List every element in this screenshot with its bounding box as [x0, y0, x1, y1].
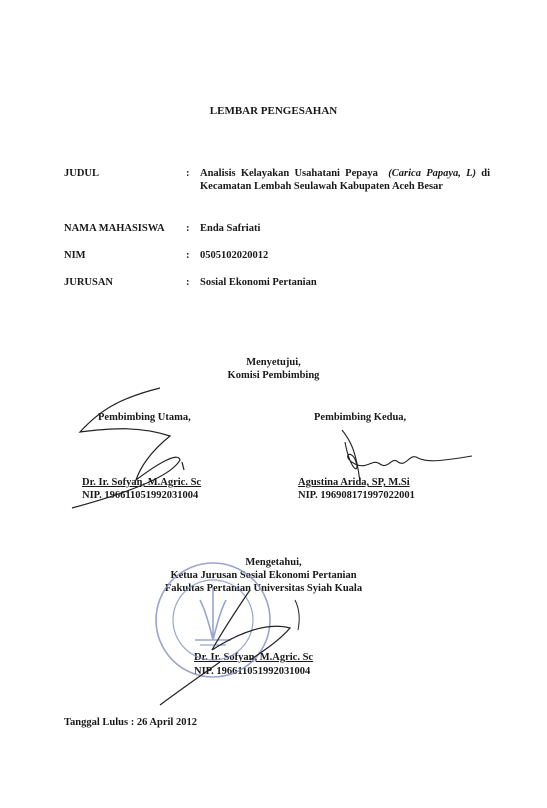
nama-value: Enda Safriati [200, 223, 261, 234]
judul-value [200, 167, 490, 193]
jurusan-label: JURUSAN [64, 277, 114, 288]
judul-value-part-3: Papaya, L) [426, 168, 477, 179]
department-head-nip: NIP. 196611051992031004 [194, 666, 311, 677]
committee-heading: Komisi Pembimbing [227, 370, 320, 381]
nim-label: NIM [64, 250, 86, 261]
graduation-date: Tanggal Lulus : 26 April 2012 [64, 717, 197, 728]
jurusan-value: Sosial Ekonomi Pertanian [200, 277, 317, 288]
nama-label: NAMA MAHASISWA [64, 223, 165, 234]
advisor1-role: Pembimbing Utama, [98, 412, 191, 423]
page-title: LEMBAR PENGESAHAN [209, 105, 338, 117]
faculty-name: Fakultas Pertanian Universitas Syiah Kuala [164, 583, 363, 594]
judul-colon: : [186, 168, 190, 179]
judul-value-part-1: Analisis Kelayakan Usahatani Pepaya [200, 168, 378, 179]
advisor2-signature [345, 442, 472, 469]
approval-heading: Menyetujui, [246, 357, 301, 368]
nim-value: 0505102020012 [200, 250, 269, 261]
advisor1-nip: NIP. 196611051992031004 [82, 490, 199, 501]
department-head-title: Ketua Jurusan Sosial Ekonomi Pertanian [170, 570, 357, 581]
jurusan-colon: : [186, 277, 190, 288]
nim-colon: : [186, 250, 190, 261]
judul-value-part-2: (Carica [388, 168, 421, 179]
advisor2-role: Pembimbing Kedua, [314, 412, 407, 423]
advisor1-signature-dot [182, 462, 184, 470]
nama-colon: : [186, 223, 190, 234]
department-head-signature-dash [295, 600, 299, 630]
advisor2-signature-stroke [342, 430, 360, 482]
department-head-name: Dr. Ir. Sofyan, M.Agric. Sc [194, 652, 314, 663]
advisor1-name: Dr. Ir. Sofyan, M.Agric. Sc [82, 477, 202, 488]
advisor2-name: Agustina Arida, SP, M.Si [298, 477, 410, 488]
department-head-signature [160, 590, 290, 705]
judul-value-part-4: di Kecamatan Lembah Seulawah Kabupaten Aceh Besar [200, 168, 490, 192]
acknowledgement-heading: Mengetahui, [245, 557, 302, 568]
advisor2-nip: NIP. 196908171997022001 [298, 490, 415, 501]
judul-label: JUDUL [64, 168, 100, 179]
